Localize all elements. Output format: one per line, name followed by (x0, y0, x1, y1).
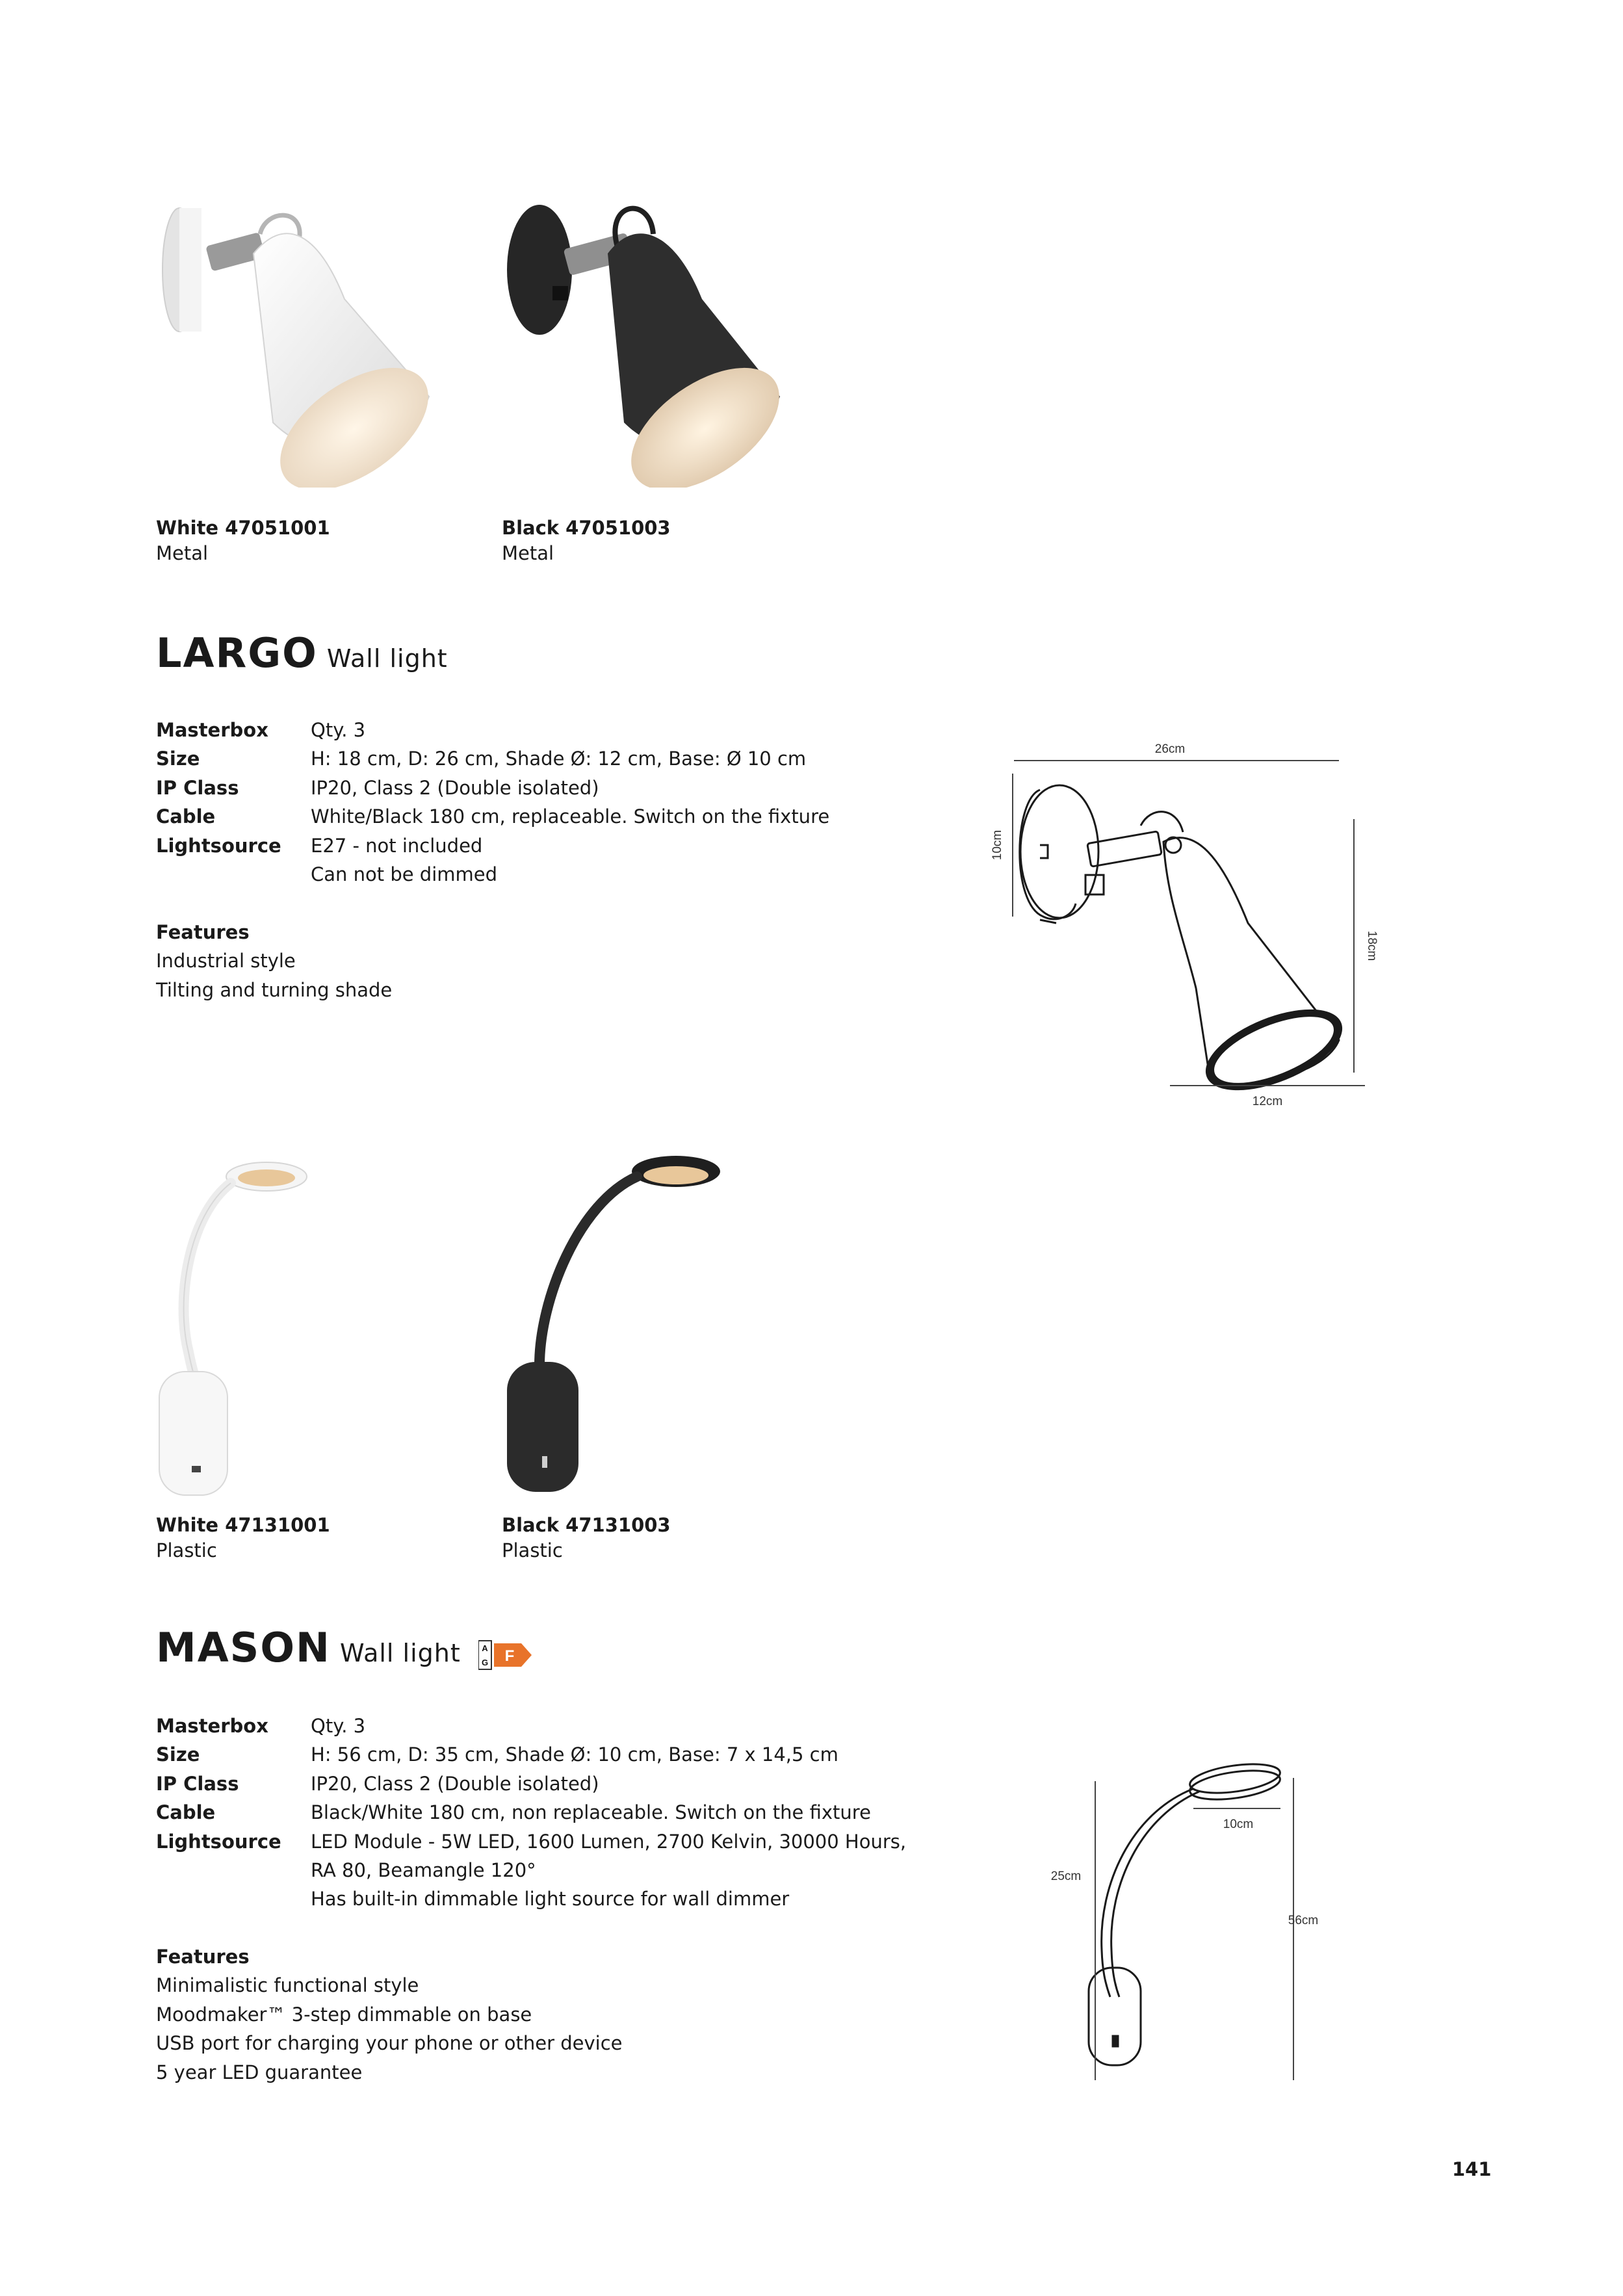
spec-row (156, 1769, 906, 1798)
spec-value: Can not be dimmed (311, 863, 498, 886)
spec-row (156, 744, 829, 773)
spec-value: IP20, Class 2 (Double isolated) (311, 776, 599, 799)
product-image-mason-black (494, 1138, 728, 1502)
feature-item: 5 year LED guarantee (156, 2061, 363, 2083)
spec-label: Cable (156, 1801, 216, 1824)
spec-row (156, 860, 829, 889)
spec-label: Lightsource (156, 1830, 281, 1853)
dim-label-width: 10cm (1223, 1818, 1254, 1831)
dimension-drawing-mason (1040, 1742, 1326, 2080)
features-largo (156, 918, 392, 1004)
spec-label (156, 1885, 311, 1913)
variant-mason-white (156, 1513, 330, 1563)
features-mason (156, 1942, 623, 2087)
product-title-mason (156, 1624, 461, 1671)
energy-label-icon (478, 1639, 533, 1672)
spec-label (156, 1856, 311, 1885)
feature-item: Tilting and turning shade (156, 978, 393, 1001)
spec-label: Size (156, 1743, 200, 1766)
dim-label-depth: 25cm (1050, 1870, 1082, 1883)
spec-table-mason (156, 1712, 906, 1914)
spec-value: White/Black 180 cm, replaceable. Switch on the fixture (311, 805, 830, 828)
page-number: 141 (1452, 2158, 1492, 2180)
spec-value: E27 - not included (311, 834, 483, 857)
spec-label: Cable (156, 805, 216, 828)
feature-item: Moodmaker™ 3-step dimmable on base (156, 2003, 532, 2026)
variant-name: White 47051001 (156, 517, 330, 539)
variant-largo-white (156, 515, 330, 566)
energy-scale-bottom: G (481, 1658, 489, 1667)
product-image-largo-white (156, 189, 442, 488)
variant-material: Metal (502, 542, 554, 564)
dim-label-height: 56cm (1288, 1914, 1319, 1927)
energy-scale-top: A (482, 1643, 488, 1653)
spec-label: Masterbox (156, 719, 268, 741)
feature-item: Minimalistic functional style (156, 1974, 419, 1997)
spec-row (156, 831, 829, 860)
dim-label-height: 18cm (1365, 930, 1379, 961)
spec-row (156, 1856, 906, 1885)
spec-row (156, 1740, 906, 1769)
feature-item: USB port for charging your phone or other device (156, 2032, 623, 2055)
spec-label: Masterbox (156, 1715, 268, 1737)
spec-row (156, 716, 829, 744)
product-type: Wall light (326, 644, 448, 673)
variant-largo-black (502, 515, 671, 566)
variant-mason-black (502, 1513, 671, 1563)
spec-row (156, 774, 829, 802)
spec-label: Lightsource (156, 834, 281, 857)
variant-name: Black 47131003 (502, 1514, 671, 1536)
variant-material: Metal (156, 542, 209, 564)
spec-value: H: 18 cm, D: 26 cm, Shade Ø: 12 cm, Base: Ø 10 cm (311, 748, 807, 770)
spec-label: Size (156, 748, 200, 770)
product-image-mason-white (149, 1138, 364, 1502)
spec-value: Black/White 180 cm, non replaceable. Switch on the fixture (311, 1801, 871, 1824)
spec-value: H: 56 cm, D: 35 cm, Shade Ø: 10 cm, Base: 7 x 14,5 cm (311, 1743, 838, 1766)
energy-class: F (504, 1647, 515, 1665)
variant-material: Plastic (502, 1539, 563, 1561)
variant-name: Black 47051003 (502, 517, 671, 539)
dim-label-shade: 12cm (1252, 1095, 1283, 1108)
product-name: LARGO (156, 629, 318, 677)
spec-value: RA 80, Beamangle 120° (311, 1859, 536, 1882)
spec-row (156, 1827, 906, 1856)
variant-name: White 47131001 (156, 1514, 330, 1536)
feature-item: Industrial style (156, 950, 296, 972)
spec-label (156, 860, 311, 889)
spec-row (156, 1712, 906, 1740)
spec-row (156, 802, 829, 831)
spec-label: IP Class (156, 1772, 239, 1795)
spec-value: LED Module - 5W LED, 1600 Lumen, 2700 Kelvin, 30000 Hours, (311, 1830, 907, 1853)
spec-table-largo (156, 716, 829, 889)
product-type: Wall light (339, 1639, 461, 1667)
product-name: MASON (156, 1624, 331, 1671)
spec-value: Qty. 3 (311, 1715, 366, 1737)
dim-label-base: 10cm (991, 829, 1004, 861)
dim-label-depth: 26cm (1154, 742, 1186, 756)
dimension-drawing-largo (975, 728, 1391, 1112)
spec-value: IP20, Class 2 (Double isolated) (311, 1772, 599, 1795)
product-title-largo (156, 629, 448, 677)
variant-material: Plastic (156, 1539, 217, 1561)
spec-row (156, 1798, 906, 1827)
product-image-largo-black (494, 189, 793, 488)
features-heading: Features (156, 921, 250, 943)
spec-value: Qty. 3 (311, 719, 366, 741)
features-heading: Features (156, 1946, 250, 1968)
spec-label: IP Class (156, 776, 239, 799)
spec-value: Has built-in dimmable light source for wall dimmer (311, 1888, 790, 1911)
spec-row (156, 1885, 906, 1913)
